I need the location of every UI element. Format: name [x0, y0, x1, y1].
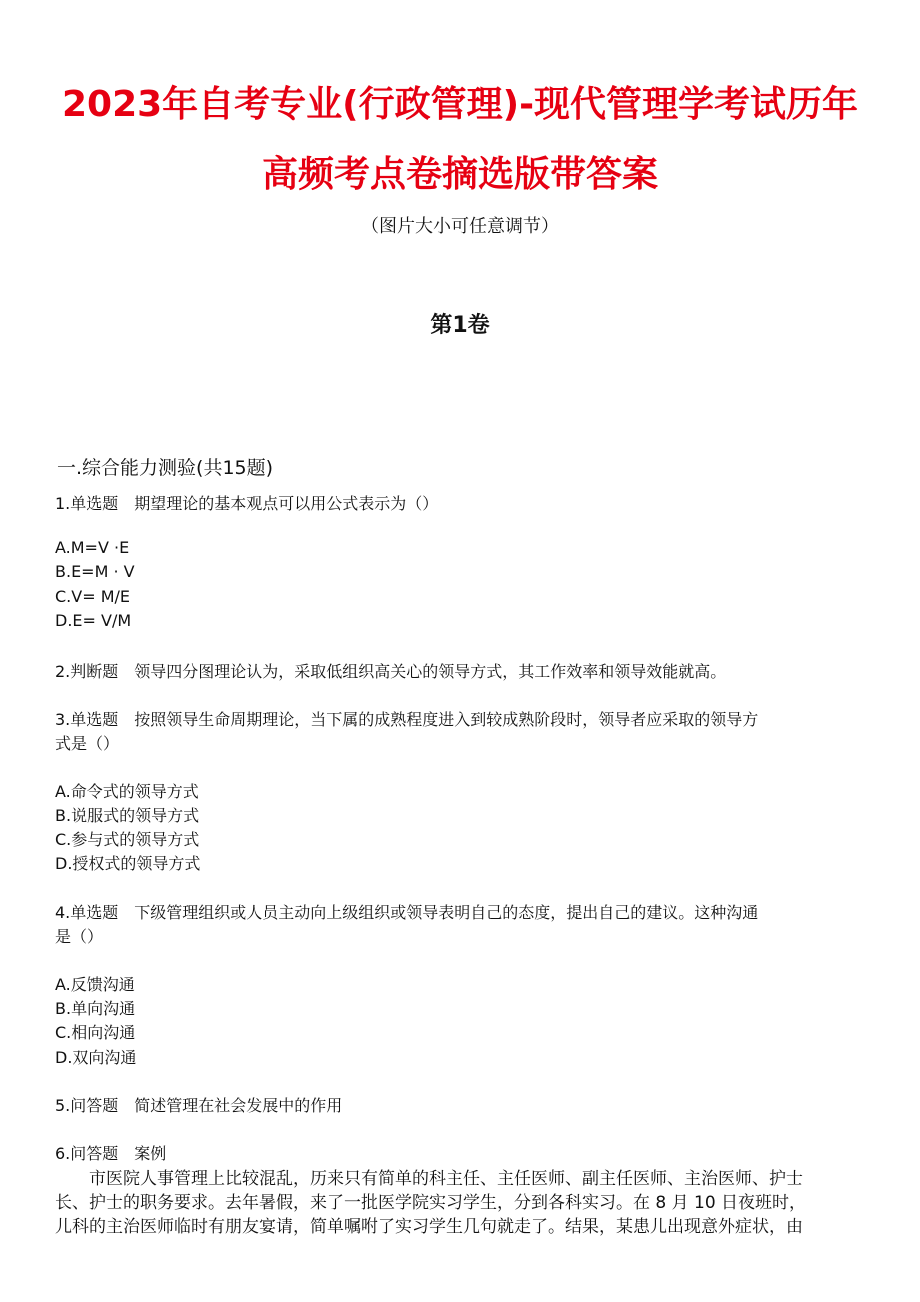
question-3-option-d: D.授权式的领导方式 — [55, 854, 201, 873]
question-1-option-d: D.E= V/M — [55, 611, 132, 630]
volume-heading: 第1卷 — [430, 313, 490, 338]
question-5-stem: 5.问答题 简述管理在社会发展中的作用 — [55, 1096, 343, 1115]
question-4-option-d: D.双向沟通 — [55, 1048, 137, 1067]
case-paragraph-line-2: 长、护士的职务要求。去年暑假，来了一批医学院实习学生，分到各科实习。在 8 月 10 日夜班时， — [55, 1193, 807, 1213]
question-2-stem: 2.判断题 领导四分图理论认为，采取低组织高关心的领导方式，其工作效率和领导效能就高。 — [55, 662, 727, 681]
question-3-stem: 3.单选题 按照领导生命周期理论，当下属的成熟程度进入到较成熟阶段时，领导者应采取的领导方 — [55, 710, 759, 729]
question-6-stem: 6.问答题 案例 — [55, 1144, 167, 1163]
question-4-stem-cont: 是（） — [55, 927, 104, 946]
question-4-option-b: B.单向沟通 — [55, 999, 136, 1018]
question-3-option-a: A.命令式的领导方式 — [55, 782, 199, 801]
question-1-option-b: B.E=M · V — [55, 562, 135, 581]
document-title-line-2: 高频考点卷摘选版带答案 — [261, 154, 658, 195]
case-paragraph-line-1: 市医院人事管理上比较混乱，历来只有简单的科主任、主任医师、副主任医师、主治医师、护士 — [55, 1169, 803, 1189]
question-1-option-c: C.V= M/E — [55, 587, 130, 606]
question-1-stem: 1.单选题 期望理论的基本观点可以用公式表示为（） — [55, 494, 439, 513]
subtitle: （图片大小可任意调节） — [361, 216, 559, 237]
document-title-line-1: 2023年自考专业(行政管理)-现代管理学考试历年 — [61, 84, 859, 125]
question-4-option-c: C.相向沟通 — [55, 1023, 136, 1042]
question-3-option-c: C.参与式的领导方式 — [55, 830, 200, 849]
case-paragraph-line-3: 儿科的主治医师临时有朋友宴请，简单嘱咐了实习学生几句就走了。结果，某患儿出现意外症状，由 — [55, 1217, 803, 1237]
question-1-option-a: A.M=V ·E — [55, 538, 130, 557]
question-4-option-a: A.反馈沟通 — [55, 975, 135, 994]
question-3-option-b: B.说服式的领导方式 — [55, 806, 200, 825]
section-heading: 一.综合能力测验(共15题) — [57, 457, 274, 479]
question-4-stem: 4.单选题 下级管理组织或人员主动向上级组织或领导表明自己的态度，提出自己的建议。这种沟通 — [55, 903, 759, 922]
question-3-stem-cont: 式是（） — [55, 734, 120, 753]
